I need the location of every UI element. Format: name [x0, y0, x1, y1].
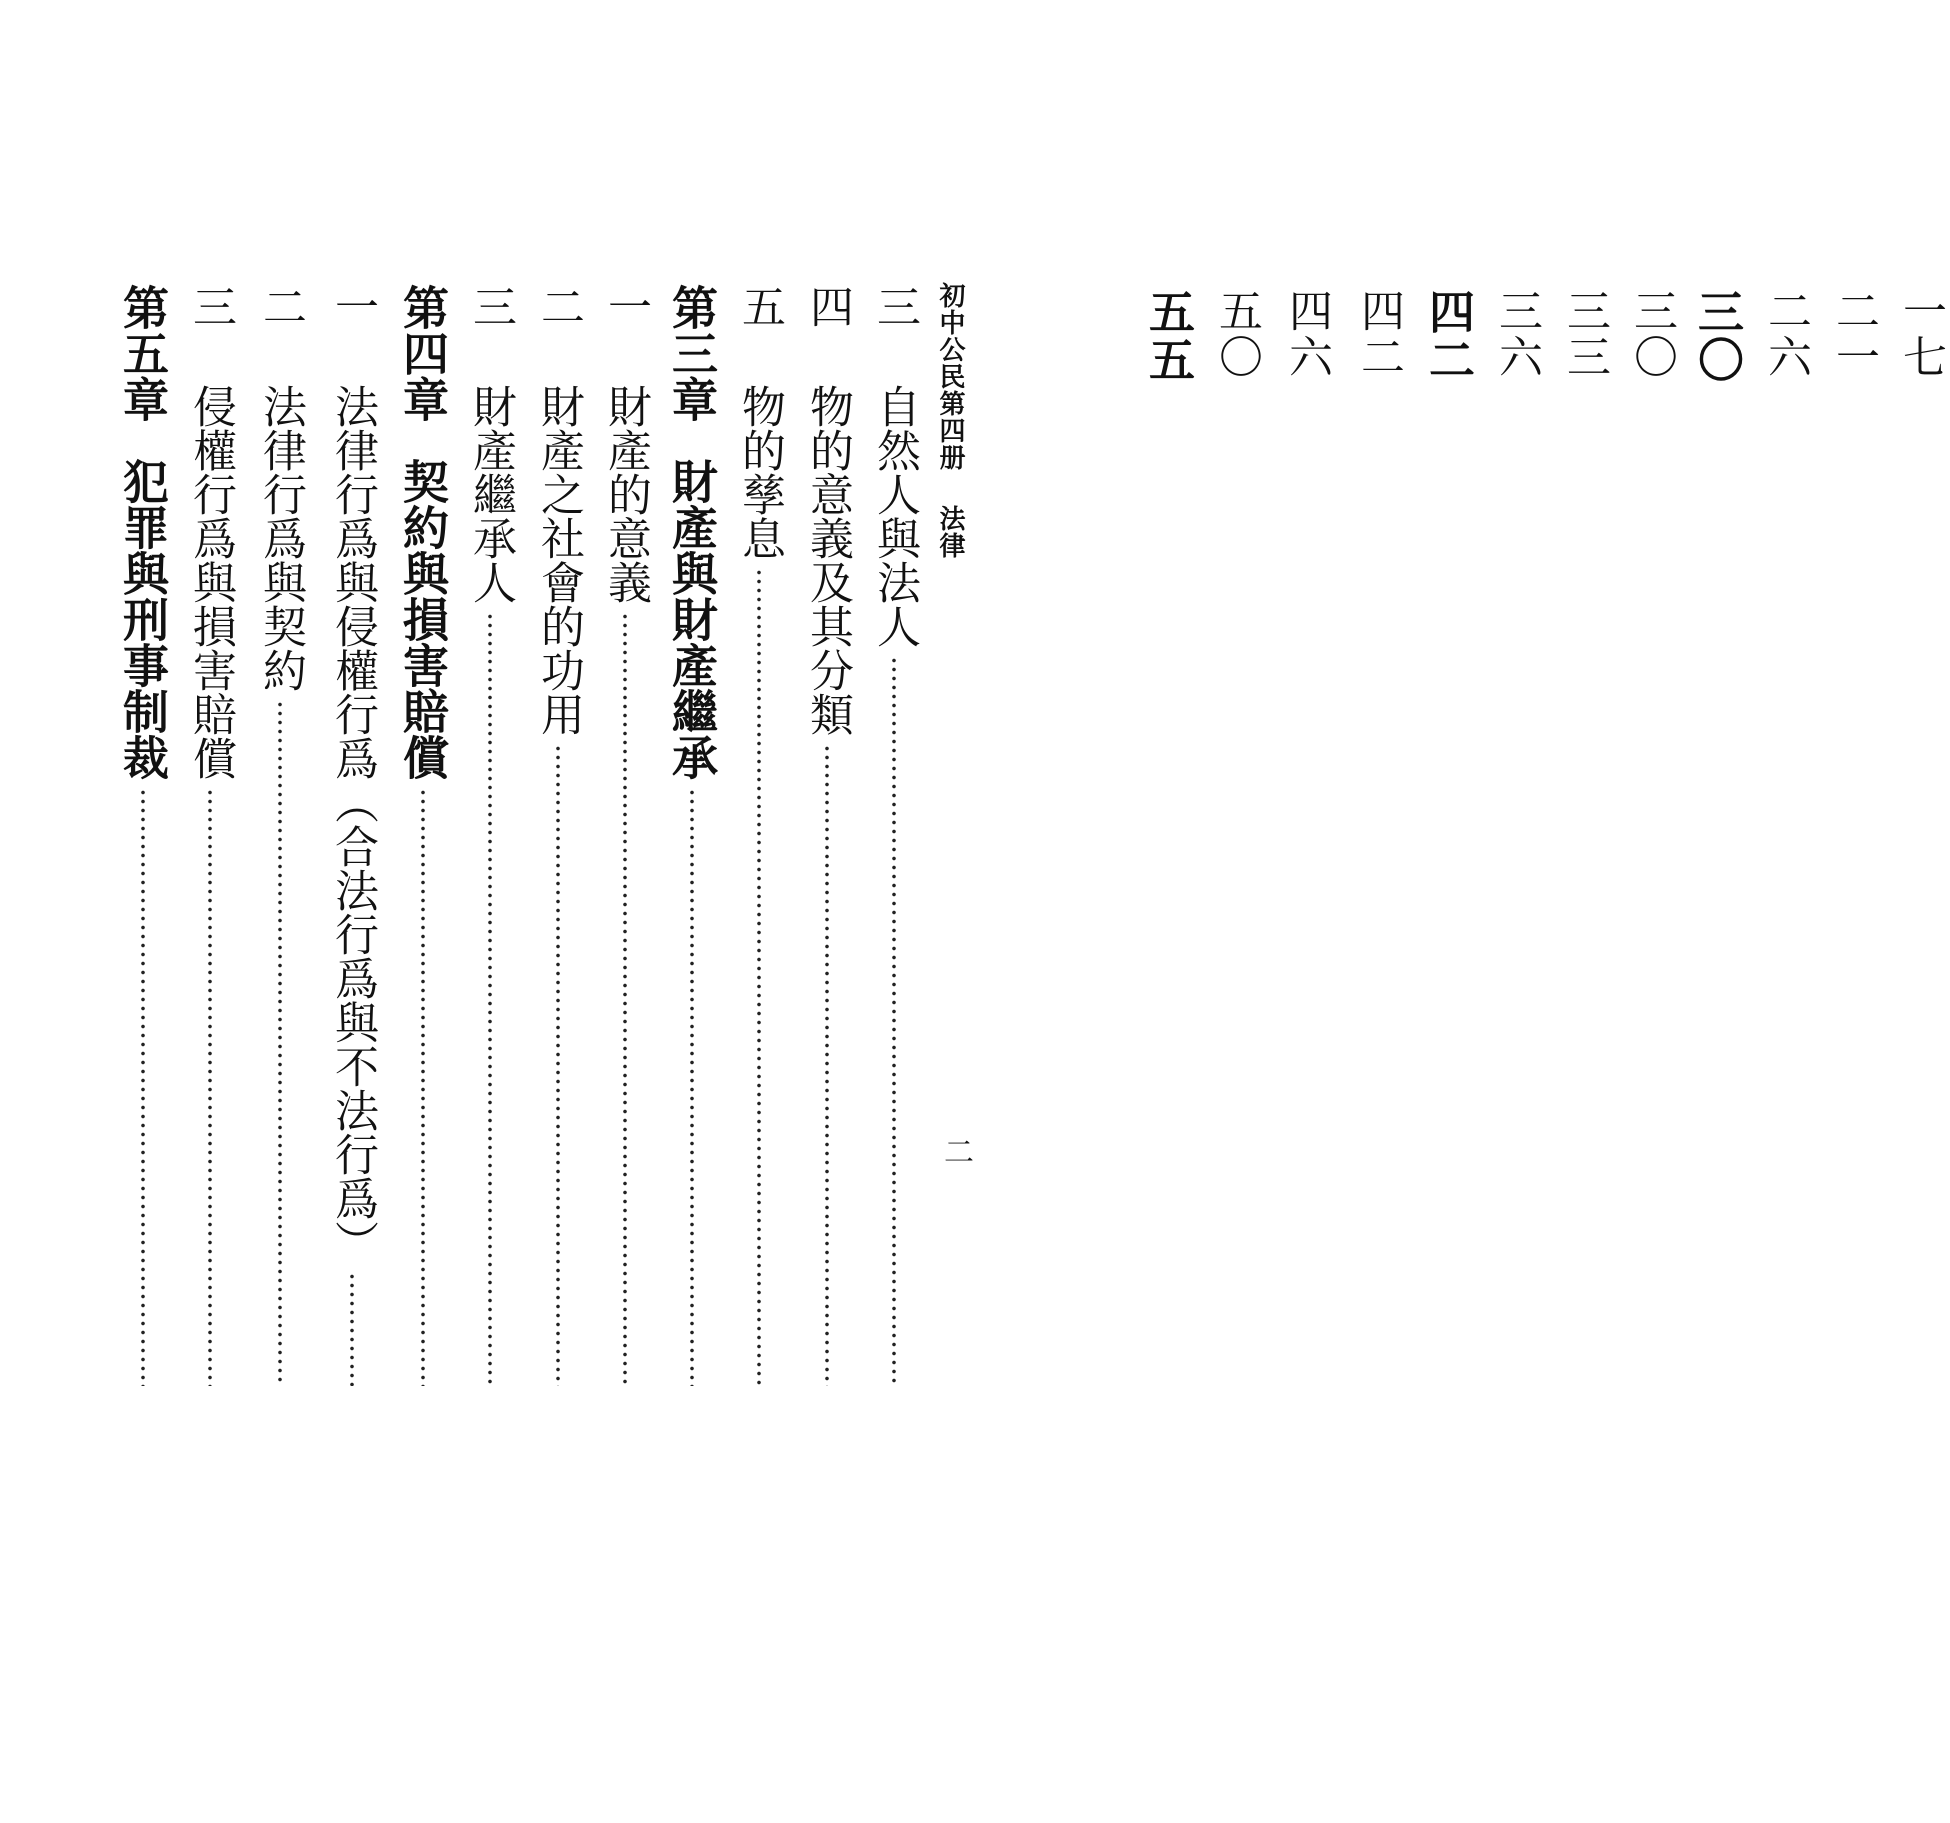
chapter-title: 契約與損害賠償 — [396, 458, 450, 780]
entry-page: 三〇 — [1626, 288, 1677, 380]
entry-title: 財產的意義 — [600, 384, 651, 604]
entry-number: 一 — [600, 284, 651, 328]
entry-title: 物的意義及其分類 — [802, 384, 853, 736]
entry-number: 二 — [255, 284, 306, 328]
chapter-title: 財產與財產繼承 — [665, 458, 719, 780]
entry-number: 四 — [802, 284, 853, 328]
entry-number: 五 — [734, 284, 785, 328]
entry-page: 四二 — [1422, 288, 1476, 384]
running-head-subject: 法律 — [935, 505, 965, 559]
entry-title: 法律行爲與侵權行爲（合法行爲與不法行爲） — [327, 384, 378, 1264]
entry-title: 自然人與法人 — [869, 384, 920, 648]
chapter-number: 第五章 — [116, 284, 170, 422]
entry-title: 物的孳息 — [734, 384, 785, 560]
entry-page: 一七 — [1895, 288, 1946, 380]
entry-number: 二 — [533, 284, 584, 328]
chapter-number: 第三章 — [665, 284, 719, 422]
entry-page: 三六 — [1491, 288, 1542, 380]
entry-number: 三 — [185, 284, 236, 328]
entry-title: 財產繼承人 — [465, 384, 516, 604]
entry-page: 五五 — [1142, 288, 1196, 384]
entry-title: 法律行爲與契約 — [255, 384, 306, 692]
entry-page: 三三 — [1559, 288, 1610, 380]
entry-page: 四六 — [1281, 288, 1332, 380]
entry-title: 侵權行爲與損害賠償 — [185, 384, 236, 780]
page-number: 二 — [938, 1136, 973, 1166]
chapter-title: 犯罪與刑事制裁 — [116, 458, 170, 780]
running-head-book: 初中公民第四册 — [935, 282, 965, 471]
entry-number: 三 — [465, 284, 516, 328]
entry-page: 二一 — [1828, 288, 1879, 380]
entry-title: 財產之社會的功用 — [533, 384, 584, 736]
chapter-number: 第四章 — [396, 284, 450, 422]
entry-number: 三 — [869, 284, 920, 328]
entry-page: 四二 — [1353, 288, 1404, 380]
entry-page: 三〇 — [1691, 288, 1745, 384]
entry-page: 二六 — [1760, 288, 1811, 380]
entry-number: 一 — [327, 284, 378, 328]
entry-page: 五〇 — [1211, 288, 1262, 380]
